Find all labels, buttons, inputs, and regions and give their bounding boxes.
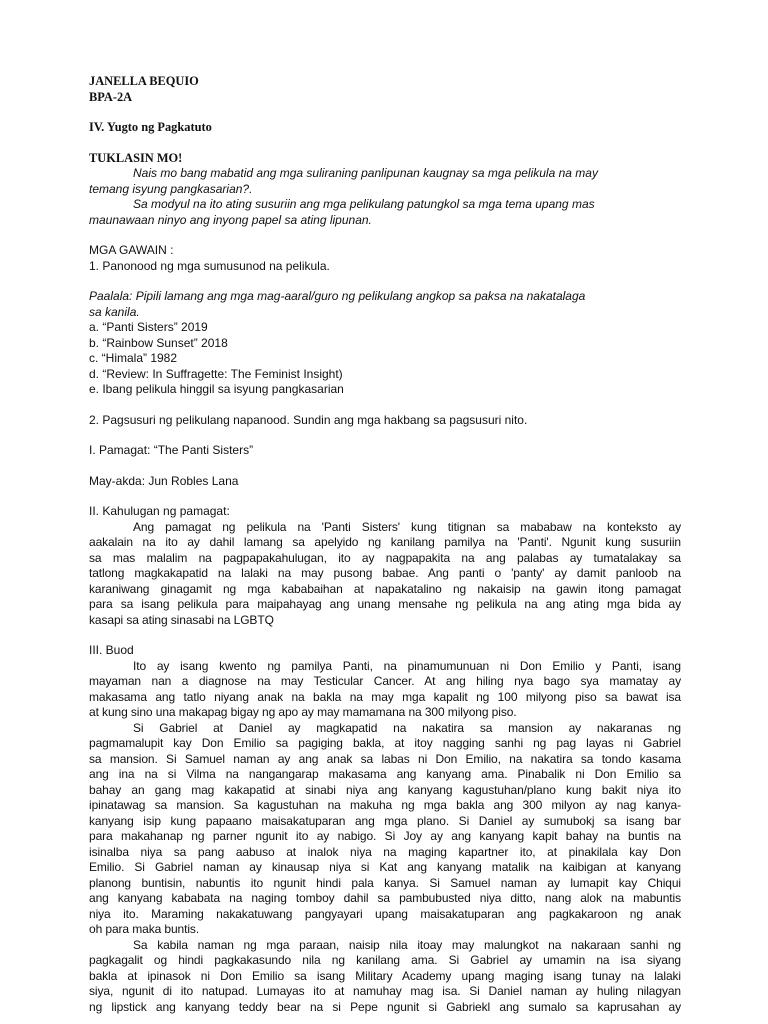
buod-line: siya, ngunit di ito natupad. Lumayas ito at namuhay mag isa. Si Daniel naman ay huling nilagyan (89, 984, 681, 998)
buod-line: bakla at ipinasok ni Don Emilio sa isang Military Academy upang maging isang tunay na lalaki (89, 968, 681, 983)
pamagat-line: I. Pamagat: “The Panti Sisters” (89, 443, 254, 457)
tuklasin-p1-line-1: Nais mo bang mabatid ang mga suliraning panlipunan kaugnay sa mga pelikula na may (133, 166, 598, 180)
buod-line: pagkagalit og hindi pagkakasundo nila ng kanilang ama. Si Gabriel ay umamin na isa siyang (89, 953, 681, 967)
kahulugan-line: karaniwang ginagamit ng mga kababaihan at napakatalino ng nakaisip na gawin itong pamagat (89, 581, 681, 596)
buod-paragraph-1 (89, 659, 681, 721)
buod-line: ng lipstick ang kanyang teddy bear na si Pepe ngunit si Gabriekl ang sumalo sa kaprusahan ay (89, 999, 681, 1014)
buod-line: kanyang isip kung papaano maisakatuparan ang mga plano. Si Daniel ay sumubokj sa isang bar (89, 813, 681, 828)
film-item-a: a. “Panti Sisters” 2019 (89, 320, 208, 334)
buod-line: makasama ang tatlo niyang anak na bakla na may mga kapalit ng 100 milyong piso sa bawat isa (89, 689, 681, 704)
paalala-line-1: Paalala: Pipili lamang ang mga mag-aaral/guro ng pelikulang angkop sa paksa na nakatalaga (89, 289, 586, 303)
buod-line: ang ina na si Vilma na nangangarap makasama ang kanyang ama. Pinabalik ni Don Emilio sa (89, 767, 681, 781)
author-section: BPA-2A (89, 89, 133, 104)
gawain-item-2: 2. Pagsusuri ng pelikulang napanood. Sundin ang mga hakbang sa pagsusuri nito. (89, 412, 528, 427)
buod-line: planong buntisin, nabuntis ito ngunit hindi pala kanya. Si Samuel naman ay lumapit kay Chiqui (89, 875, 681, 890)
film-item-d: d. “Review: In Suffragette: The Feminist Insight) (89, 366, 343, 381)
tuklasin-paragraph-1 (89, 166, 681, 197)
tuklasin-p2-line-1: Sa modyul na ito ating susuriin ang mga pelikulang patungkol sa mga tema upang mas (133, 197, 595, 211)
kahulugan-line: kasapi sa ating sinasabi na LGBTQ (89, 612, 274, 627)
buod-line: ang kanyang kababata na naging tomboy dahil sa pambubusted niya ditto, nang alok na mabuntis (89, 891, 681, 905)
tuklasin-paragraph-2 (89, 197, 681, 228)
buod-line: Sa kabila naman ng mga paraan, naisip nila itoay may malungkot na nakaraan sanhi ng (133, 937, 681, 952)
buod-line: at kung sino una makapag bigay ng apo ay may mamamana na 300 milyong piso. (89, 705, 517, 719)
tuklasin-p2-line-2: maunawaan ninyo ang inyong papel sa ating lipunan. (89, 212, 372, 227)
buod-line: Si Gabriel at Daniel ay magkapatid na nakatira sa mansion ay nakaranas ng (133, 720, 681, 735)
buod-line: mayaman nan a diagnose na may Testicular Cancer. At ang hiling nya bago sya mamatay ay (89, 674, 681, 688)
buod-paragraph-3 (89, 938, 681, 1016)
buod-line: pagmamalupit kay Don Emilio sa pagiging bakla, at itoy nagging sanhi ng pag layas ni Gabriel (89, 736, 681, 750)
kahulugan-heading: II. Kahulugan ng pamagat: (89, 504, 230, 518)
gawain-heading: MGA GAWAIN : (89, 243, 174, 257)
buod-line: niya ito. Maraming nakakatuwang pangyayari upang maisakatuparan ang pagkakaroon ng anak (89, 906, 681, 921)
may-akda-line: May-akda: Jun Robles Lana (89, 473, 239, 488)
paalala-line-2: sa kanila. (89, 304, 140, 319)
document-page (89, 74, 681, 1015)
paalala-note (89, 289, 681, 320)
tuklasin-heading: TUKLASIN MO! (89, 150, 183, 165)
buod-heading: III. Buod (89, 643, 134, 657)
buod-paragraph-2 (89, 721, 681, 938)
kahulugan-line: para sa isang pelikula para maipahayag ang unang mensahe ng pelikula na ang ating mga bida ay (89, 597, 681, 611)
film-item-b: b. “Rainbow Sunset” 2018 (89, 335, 228, 350)
buod-line: sa mansion. Si Samuel naman ay ang anak sa labas ni Don Emilio, na nakatira sa tondo kasama (89, 751, 681, 766)
buod-line: oh para maka buntis. (89, 922, 200, 936)
film-list (89, 320, 681, 398)
kahulugan-line: sa mas malalim na pagpapakahulugan, ito ay nagpapakita na ang palabas ay tumatalakay sa (89, 550, 681, 565)
buod-line: para makahanap ng parner ngunit ito ay nabigo. Si Joy ay ang kanyang kapit bahay na buntis na (89, 829, 681, 843)
buod-line: Ito ay isang kwento ng pamilya Panti, na pinamumunuan ni Don Emilio y Panti, isang (133, 658, 681, 673)
film-item-c: c. “Himala” 1982 (89, 351, 178, 365)
gawain-item-1: 1. Panonood ng mga sumusunod na pelikula. (89, 258, 330, 273)
yugto-heading: IV. Yugto ng Pagkatuto (89, 120, 212, 134)
author-name: JANELLA BEQUIO (89, 74, 199, 88)
kahulugan-line: tatlong magkakapatid na lalaki na may pusong babae. Ang panti o 'panty' ay damit panloob na (89, 566, 681, 580)
tuklasin-p1-line-2: temang isyung pangkasarian?. (89, 181, 253, 196)
kahulugan-line: Ang pamagat ng pelikula na 'Panti Sisters' kung titignan sa mababaw na konteksto ay (133, 519, 681, 534)
buod-line: bahay an gang mag kakapatid at sinabi niya ang kanyang kagustuhan/plano kung bakit niya ito (89, 782, 681, 797)
kahulugan-line: aakalain na ito ay dahil lamang sa apelyido ng kanilang pamilya na 'Panti'. Ngunit kung susuriin (89, 535, 681, 549)
film-item-e: e. Ibang pelikula hinggil sa isyung pangkasarian (89, 382, 344, 396)
buod-line: isinalba niya sa pang aabuso at inalok niya na maging kapartner ito, at pinakilala kay Don (89, 844, 681, 859)
kahulugan-paragraph (89, 520, 681, 629)
buod-line: Emilio. Si Gabriel naman ay kinausap niya si Kat ang kanyang matalik na kaibigan at kanyang (89, 860, 681, 874)
buod-line: ipinatawag sa mansion. Sa kagustuhan na makuha ng mga bakla ang 300 milyon ay nag kanya- (89, 798, 681, 812)
